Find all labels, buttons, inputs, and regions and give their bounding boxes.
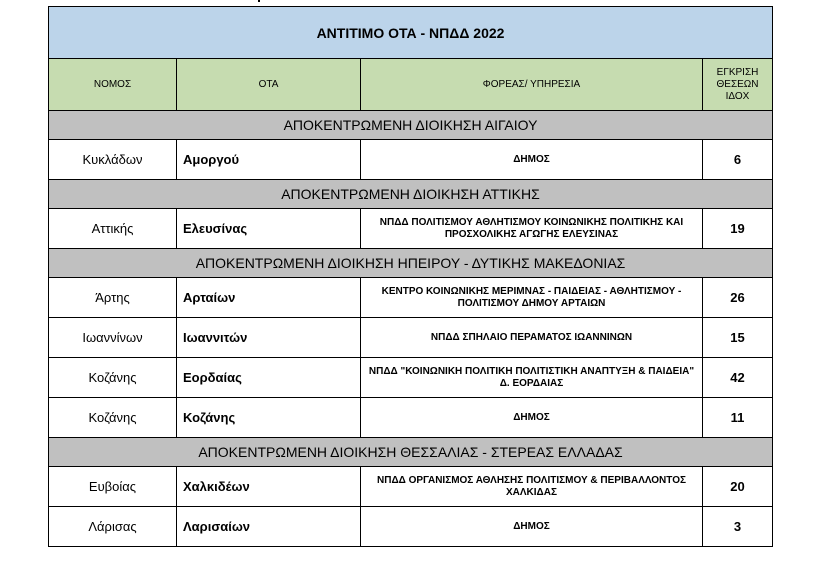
ota-fee-table bbox=[48, 6, 773, 547]
region-row bbox=[49, 111, 773, 140]
table-row bbox=[49, 209, 773, 249]
cell-ota: Ελευσίνας bbox=[177, 209, 361, 249]
cell-approval: 6 bbox=[703, 140, 773, 180]
table-row bbox=[49, 278, 773, 318]
region-row bbox=[49, 249, 773, 278]
cell-prefecture: Ευβοίας bbox=[49, 467, 177, 507]
cell-ota: Κοζάνης bbox=[177, 398, 361, 438]
table-title-row bbox=[49, 7, 773, 59]
region-name: ΑΠΟΚΕΝΤΡΩΜΕΝΗ ΔΙΟΙΚΗΣΗ ΑΤΤΙΚΗΣ bbox=[49, 180, 773, 209]
cell-ota: Χαλκιδέων bbox=[177, 467, 361, 507]
page-top-mark bbox=[258, 0, 260, 2]
cell-prefecture: Αττικής bbox=[49, 209, 177, 249]
region-row bbox=[49, 180, 773, 209]
cell-prefecture: Άρτης bbox=[49, 278, 177, 318]
table-row bbox=[49, 398, 773, 438]
table-row bbox=[49, 140, 773, 180]
cell-approval: 42 bbox=[703, 358, 773, 398]
table-row bbox=[49, 318, 773, 358]
cell-body: ΝΠΔΔ "ΚΟΙΝΩΝΙΚΗ ΠΟΛΙΤΙΚΗ ΠΟΛΙΤΙΣΤΙΚΗ ΑΝΑΠΤΥΞΗ & ΠΑΙΔΕΙΑ" Δ. ΕΟΡΔΑΙΑΣ bbox=[361, 358, 703, 398]
cell-approval: 3 bbox=[703, 507, 773, 547]
cell-prefecture: Λάρισας bbox=[49, 507, 177, 547]
table-row bbox=[49, 358, 773, 398]
cell-ota: Αμοργού bbox=[177, 140, 361, 180]
cell-body: ΚΕΝΤΡΟ ΚΟΙΝΩΝΙΚΗΣ ΜΕΡΙΜΝΑΣ - ΠΑΙΔΕΙΑΣ - ΑΘΛΗΤΙΣΜΟΥ - ΠΟΛΙΤΙΣΜΟΥ ΔΗΜΟΥ ΑΡΤΑΙΩΝ bbox=[361, 278, 703, 318]
table-row bbox=[49, 467, 773, 507]
header-ota: ΟΤΑ bbox=[177, 59, 361, 111]
region-row bbox=[49, 438, 773, 467]
header-prefecture: ΝΟΜΟΣ bbox=[49, 59, 177, 111]
cell-body: ΔΗΜΟΣ bbox=[361, 140, 703, 180]
cell-ota: Αρταίων bbox=[177, 278, 361, 318]
cell-prefecture: Κοζάνης bbox=[49, 358, 177, 398]
table-title: ΑΝΤΙΤΙΜΟ ΟΤΑ - ΝΠΔΔ 2022 bbox=[49, 7, 773, 59]
cell-body: ΝΠΔΔ ΠΟΛΙΤΙΣΜΟΥ ΑΘΛΗΤΙΣΜΟΥ ΚΟΙΝΩΝΙΚΗΣ ΠΟΛΙΤΙΚΗΣ ΚΑΙ ΠΡΟΣΧΟΛΙΚΗΣ ΑΓΩΓΗΣ ΕΛΕΥΣΙΝΑΣ bbox=[361, 209, 703, 249]
cell-ota: Εορδαίας bbox=[177, 358, 361, 398]
cell-approval: 26 bbox=[703, 278, 773, 318]
cell-body: ΝΠΔΔ ΣΠΗΛΑΙΟ ΠΕΡΑΜΑΤΟΣ ΙΩΑΝΝΙΝΩΝ bbox=[361, 318, 703, 358]
cell-approval: 19 bbox=[703, 209, 773, 249]
cell-prefecture: Ιωαννίνων bbox=[49, 318, 177, 358]
region-name: ΑΠΟΚΕΝΤΡΩΜΕΝΗ ΔΙΟΙΚΗΣΗ ΗΠΕΙΡΟΥ - ΔΥΤΙΚΗΣ ΜΑΚΕΔΟΝΙΑΣ bbox=[49, 249, 773, 278]
cell-body: ΔΗΜΟΣ bbox=[361, 398, 703, 438]
header-body: ΦΟΡΕΑΣ/ ΥΠΗΡΕΣΙΑ bbox=[361, 59, 703, 111]
table-row bbox=[49, 507, 773, 547]
column-header-row bbox=[49, 59, 773, 111]
region-name: ΑΠΟΚΕΝΤΡΩΜΕΝΗ ΔΙΟΙΚΗΣΗ ΑΙΓΑΙΟΥ bbox=[49, 111, 773, 140]
cell-body: ΝΠΔΔ ΟΡΓΑΝΙΣΜΟΣ ΑΘΛΗΣΗΣ ΠΟΛΙΤΙΣΜΟΥ & ΠΕΡΙΒΑΛΛΟΝΤΟΣ ΧΑΛΚΙΔΑΣ bbox=[361, 467, 703, 507]
cell-ota: Λαρισαίων bbox=[177, 507, 361, 547]
cell-body: ΔΗΜΟΣ bbox=[361, 507, 703, 547]
region-name: ΑΠΟΚΕΝΤΡΩΜΕΝΗ ΔΙΟΙΚΗΣΗ ΘΕΣΣΑΛΙΑΣ - ΣΤΕΡΕΑΣ ΕΛΛΑΔΑΣ bbox=[49, 438, 773, 467]
cell-approval: 20 bbox=[703, 467, 773, 507]
cell-prefecture: Κοζάνης bbox=[49, 398, 177, 438]
header-approval: ΕΓΚΡΙΣΗ ΘΕΣΕΩΝ ΙΔΟΧ bbox=[703, 59, 773, 111]
cell-prefecture: Κυκλάδων bbox=[49, 140, 177, 180]
cell-ota: Ιωαννιτών bbox=[177, 318, 361, 358]
cell-approval: 11 bbox=[703, 398, 773, 438]
cell-approval: 15 bbox=[703, 318, 773, 358]
